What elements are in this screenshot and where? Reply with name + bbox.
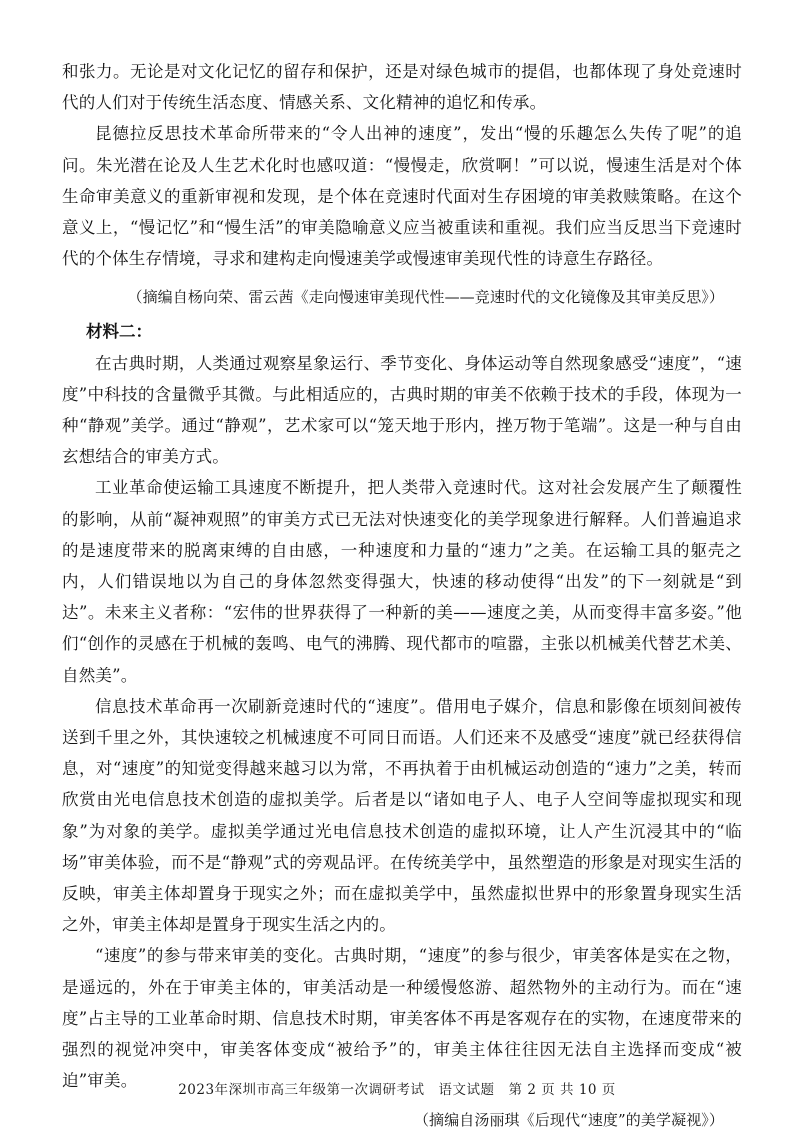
source-citation-1: （摘编自杨向荣、雷云茜《走向慢速审美现代性——竞速时代的文化镜像及其审美反思》） (127, 288, 724, 307)
paragraph-information-revolution: 信息技术革命再一次刷新竞速时代的“速度”。借用电子媒介，信息和影像在顷刻间被传送到千里之外，其快速较之机械速度不可同日而语。人们还来不及感受“速度”就已经获得信息，对“速度”的知觉变得越来越习以为常，不再执着于由机械运动创造的“速力”之美，转而欣赏由光电信息技术创造的虚拟美学。后者是以“诸如电子人、电子人空间等虚拟现实和现象”为对象的美学。虚拟美学通过光电信息技术创造的虚拟环境，让人产生沉浸其中的“临场”审美体验，而不是“静观”式的旁观品评。在传统美学中，虽然塑造的形象是对现实生活的反映，审美主体却置身于现实之外；而在虚拟美学中，虽然虚拟世界中的形象置身现实生活之外，审美主体却是置身于现实生活之内的。 (62, 696, 742, 935)
material-two-heading: 材料二： (86, 322, 152, 342)
paragraph-speed-aesthetics: “速度”的参与带来审美的变化。古典时期，“速度”的参与很少，审美客体是实在之物，是遥远的，外在于审美主体的，审美活动是一种缓慢悠游、超然物外的主动行为。而在“速度”占主导的工业革命时期、信息技术时期，审美客体不再是客观存在的实物，在速度带来的强烈的视觉冲突中，审美客体变成“被给予”的，审美主体往往因无法自主选择而变成“被迫”审美。 (62, 946, 742, 1091)
paragraph-continuation: 和张力。无论是对文化记忆的留存和保护，还是对绿色城市的提倡，也都体现了身处竞速时代的人们对于传统生活态度、情感关系、文化精神的追忆和传承。 (62, 62, 742, 113)
page-body (62, 56, 742, 1139)
page-footer: 2023年深圳市高三年级第一次调研考试 语文试题 第 2 页 共 10 页 (178, 1082, 616, 1098)
paragraph-kundera: 昆德拉反思技术革命所带来的“令人出神的速度”，发出“慢的乐趣怎么失传了呢”的追问。朱光潜在论及人生艺术化时也感叹道：“慢慢走，欣赏啊！”可以说，慢速生活是对个体生命审美意义的重新审视和发现，是个体在竞速时代面对生存困境的审美救赎策略。在这个意义上，“慢记忆”和“慢生活”的审美隐喻意义应当被重读和重视。我们应当反思当下竞速时代的个体生存情境，寻求和建构走向慢速美学或慢速审美现代性的诗意生存路径。 (62, 124, 742, 269)
paragraph-classical-era: 在古典时期，人类通过观察星象运行、季节变化、身体运动等自然现象感受“速度”，“速度”中科技的含量微乎其微。与此相适应的，古典时期的审美不依赖于技术的手段，体现为一种“静观”美学。通过“静观”，艺术家可以“笼天地于形内，挫万物于笔端”。这是一种与自由玄想结合的审美方式。 (62, 353, 742, 467)
source-citation-2: （摘编自汤丽琪《后现代“速度”的美学凝视》） (413, 1110, 724, 1129)
paragraph-industrial-revolution: 工业革命使运输工具速度不断提升，把人类带入竞速时代。这对社会发展产生了颠覆性的影响，从前“凝神观照”的审美方式已无法对快速变化的美学现象进行解释。人们普遍追求的是速度带来的脱离束缚的自由感，一种速度和力量的“速力”之美。在运输工具的躯壳之内，人们错误地以为自己的身体忽然变得强大，快速的移动使得“出发”的下一刻就是“到达”。未来主义者称：“宏伟的世界获得了一种新的美——速度之美，从而变得丰富多姿。”他们“创作的灵感在于机械的轰鸣、电气的沸腾、现代都市的喧嚣，主张以机械美代替艺术美、自然美”。 (62, 478, 742, 685)
